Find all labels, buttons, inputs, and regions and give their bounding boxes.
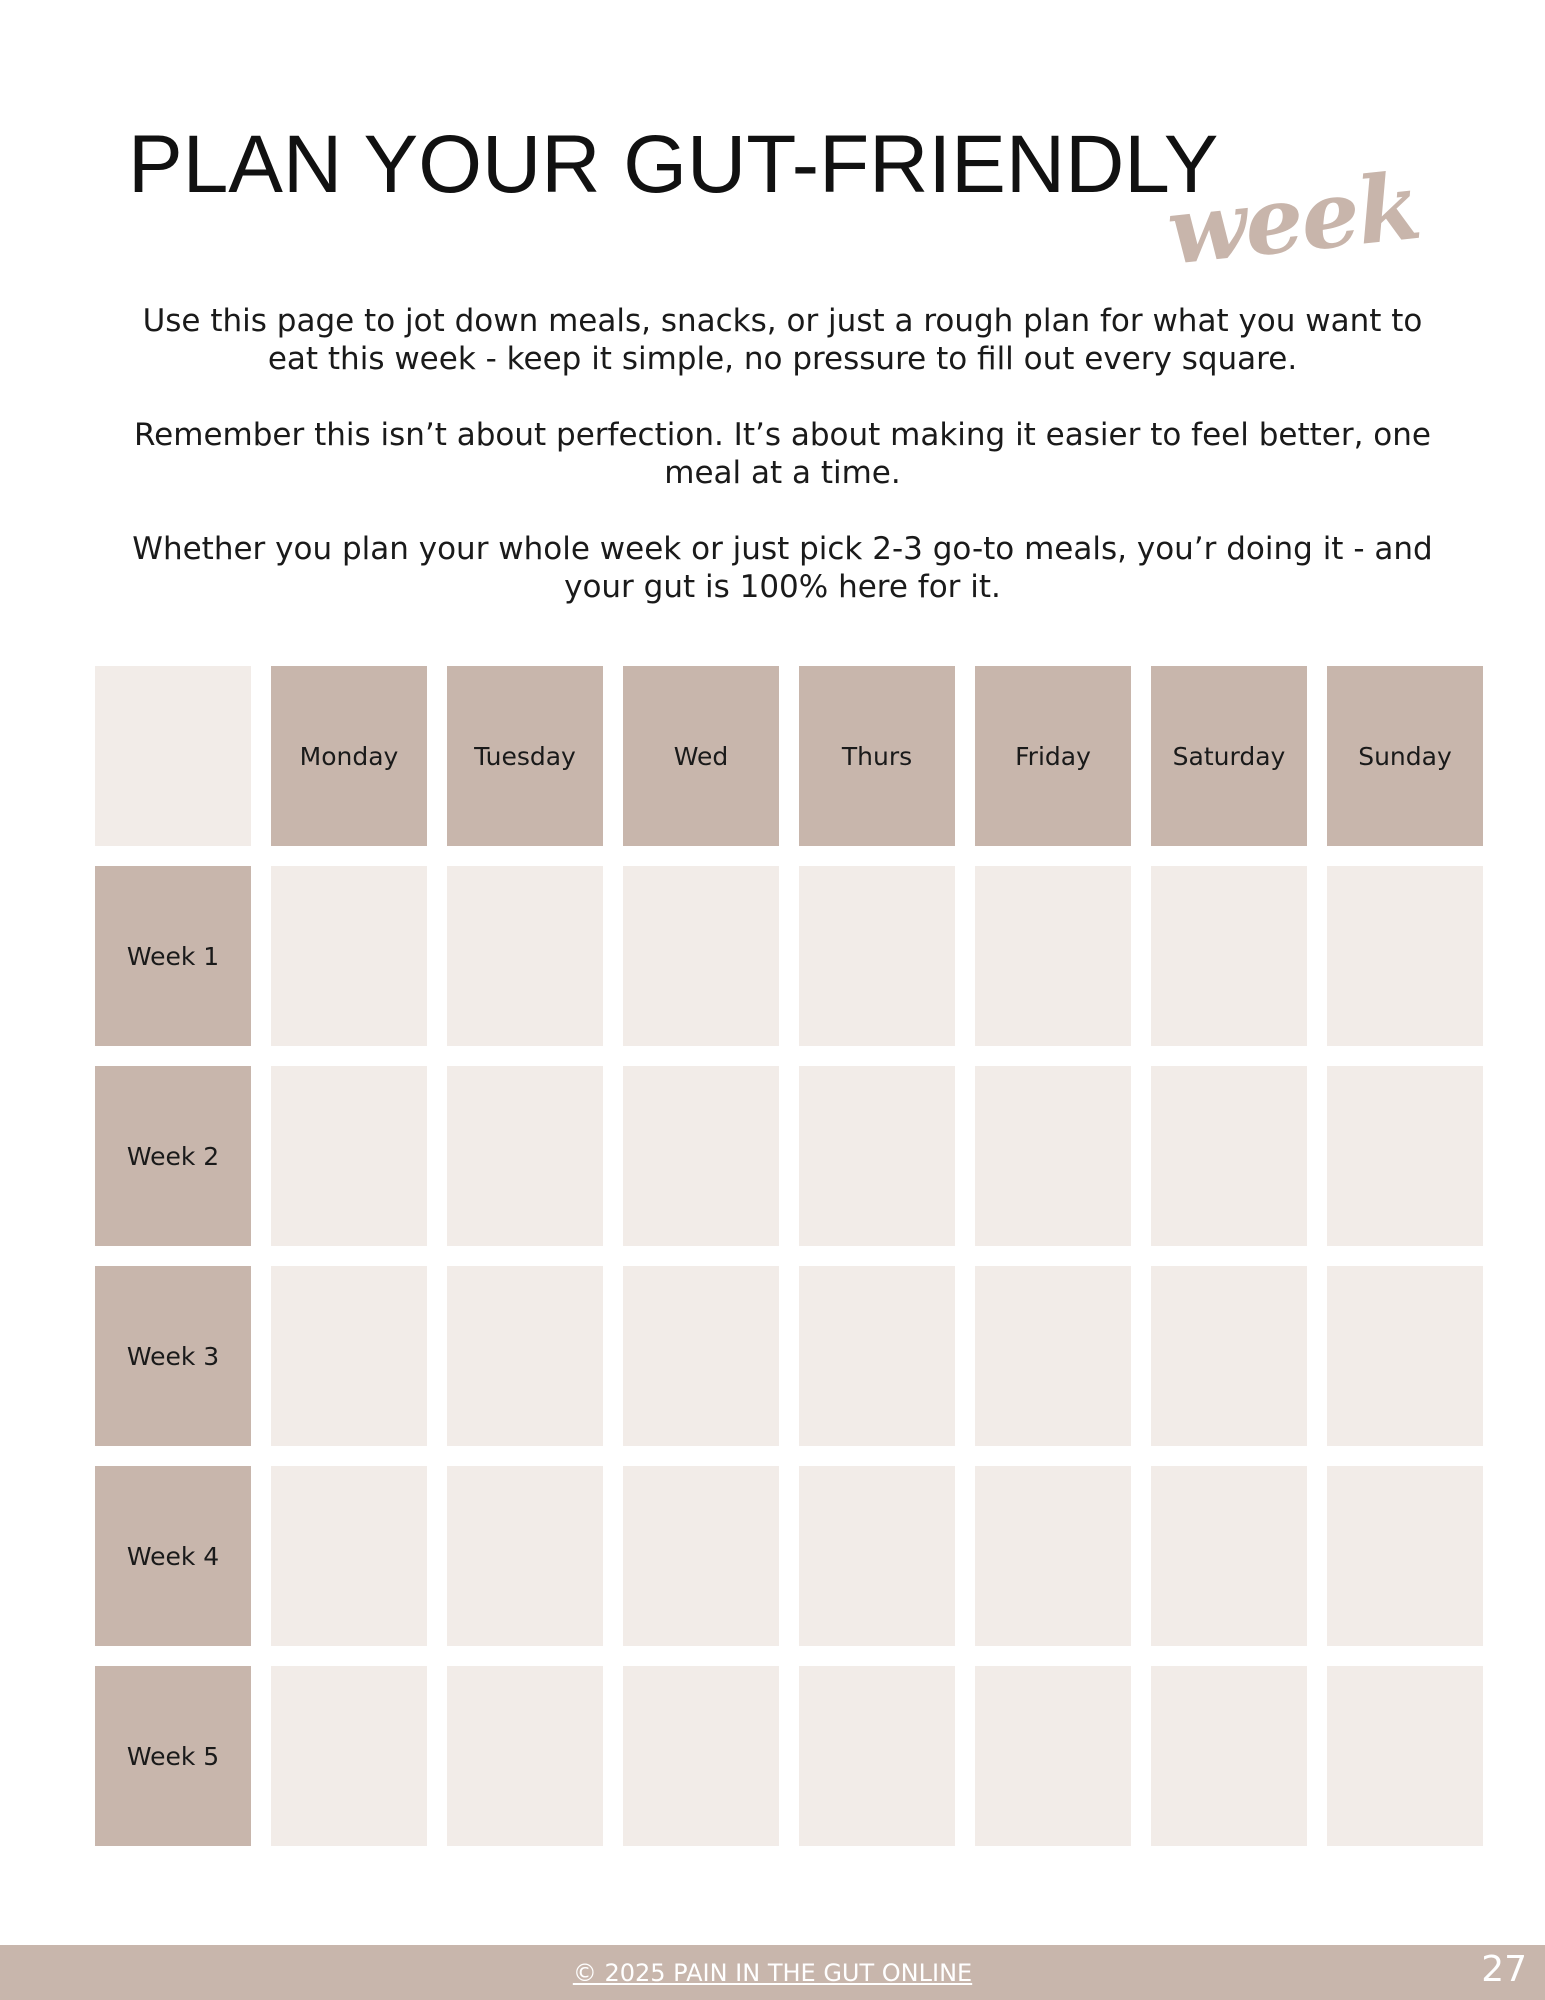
page-title: PLAN YOUR GUT-FRIENDLY [128,119,1219,210]
plan-cell-week4-day6[interactable] [1151,1466,1307,1646]
plan-cell-week3-day2[interactable] [447,1266,603,1446]
plan-cell-week2-day3[interactable] [623,1066,779,1246]
day-header-7: Sunday [1327,666,1483,846]
intro-paragraph-3: Whether you plan your whole week or just pick 2-3 go-to meals, you’r doing it - and your gut is 100% here for it. [132,531,1433,605]
plan-cell-week5-day2[interactable] [447,1666,603,1846]
week-label-1: Week 1 [95,866,251,1046]
plan-cell-week1-day3[interactable] [623,866,779,1046]
plan-cell-week5-day6[interactable] [1151,1666,1307,1846]
intro-paragraph-2: Remember this isn’t about perfection. It’s about making it easier to feel better, one meal at a time. [134,417,1431,491]
plan-cell-week4-day2[interactable] [447,1466,603,1646]
plan-cell-week5-day5[interactable] [975,1666,1131,1846]
plan-cell-week3-day1[interactable] [271,1266,427,1446]
week-label-3: Week 3 [95,1266,251,1446]
footer-bar [0,1945,1545,2000]
corner-cell [95,666,251,846]
plan-cell-week1-day2[interactable] [447,866,603,1046]
plan-cell-week2-day1[interactable] [271,1066,427,1246]
day-header-5: Friday [975,666,1131,846]
script-word: week [1162,151,1425,286]
plan-cell-week4-day3[interactable] [623,1466,779,1646]
day-header-4: Thurs [799,666,955,846]
intro-paragraph-1: Use this page to jot down meals, snacks, or just a rough plan for what you want to eat this week - keep it simple, no pressure to fill out every square. [142,303,1423,377]
plan-cell-week4-day1[interactable] [271,1466,427,1646]
week-label-2: Week 2 [95,1066,251,1246]
day-header-2: Tuesday [447,666,603,846]
plan-cell-week2-day6[interactable] [1151,1066,1307,1246]
plan-cell-week5-day3[interactable] [623,1666,779,1846]
meal-planner-grid [95,666,1483,1846]
plan-cell-week3-day3[interactable] [623,1266,779,1446]
plan-cell-week4-day7[interactable] [1327,1466,1483,1646]
page-number: 27 [1481,1949,1527,1990]
plan-cell-week3-day6[interactable] [1151,1266,1307,1446]
plan-cell-week3-day4[interactable] [799,1266,955,1446]
plan-cell-week2-day7[interactable] [1327,1066,1483,1246]
plan-cell-week3-day5[interactable] [975,1266,1131,1446]
plan-cell-week5-day7[interactable] [1327,1666,1483,1846]
plan-cell-week1-day5[interactable] [975,866,1131,1046]
day-header-6: Saturday [1151,666,1307,846]
intro-text [120,302,1445,644]
day-header-1: Monday [271,666,427,846]
copyright-link[interactable]: © 2025 PAIN IN THE GUT ONLINE [572,1959,973,1987]
week-label-5: Week 5 [95,1666,251,1846]
plan-cell-week4-day5[interactable] [975,1466,1131,1646]
plan-cell-week3-day7[interactable] [1327,1266,1483,1446]
plan-cell-week2-day4[interactable] [799,1066,955,1246]
plan-cell-week1-day7[interactable] [1327,866,1483,1046]
week-label-4: Week 4 [95,1466,251,1646]
plan-cell-week4-day4[interactable] [799,1466,955,1646]
plan-cell-week1-day6[interactable] [1151,866,1307,1046]
day-header-3: Wed [623,666,779,846]
plan-cell-week2-day2[interactable] [447,1066,603,1246]
plan-cell-week1-day4[interactable] [799,866,955,1046]
plan-cell-week5-day1[interactable] [271,1666,427,1846]
plan-cell-week5-day4[interactable] [799,1666,955,1846]
plan-cell-week1-day1[interactable] [271,866,427,1046]
plan-cell-week2-day5[interactable] [975,1066,1131,1246]
